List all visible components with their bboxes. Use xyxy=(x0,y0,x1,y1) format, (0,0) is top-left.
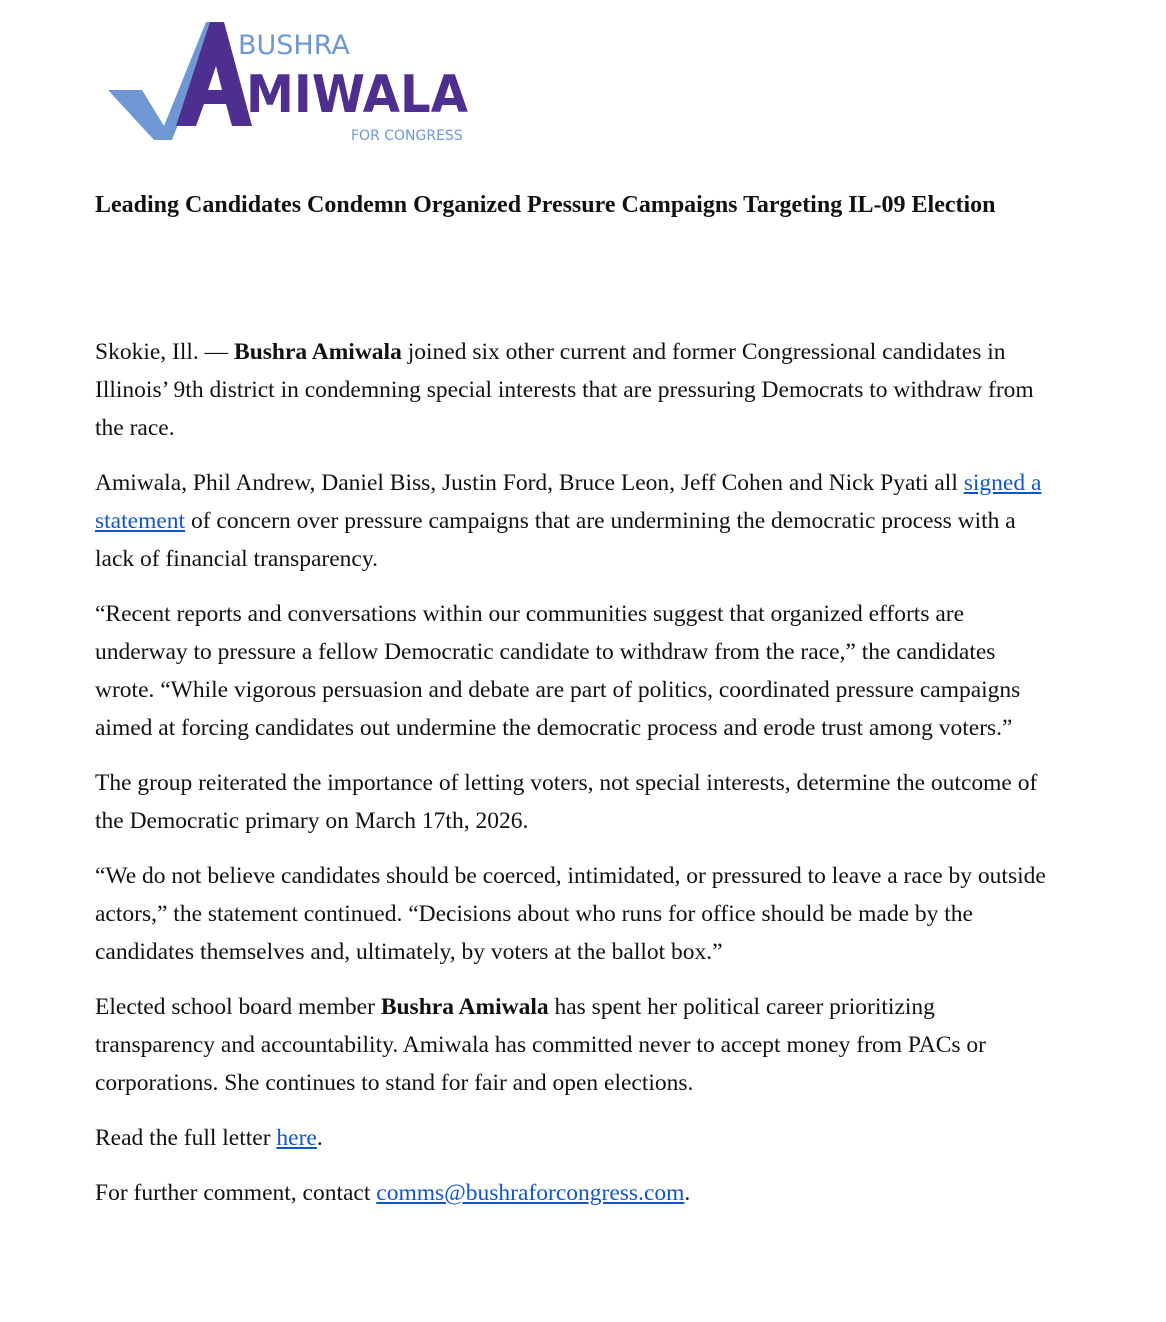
paragraph-signatories-text-end: of concern over pressure campaigns that are undermining the democratic process with a lack of financial transparency. xyxy=(95,508,1016,572)
dateline: Skokie, Ill. — xyxy=(95,339,235,365)
paragraph-bio-text-end: has spent her political career prioritizing transparency and accountability. Amiwala has committed never to accept money from PACs or corporations. She continues to stand for fair and open elections. xyxy=(95,994,987,1096)
checkmark-a-logo-graphic xyxy=(106,18,476,146)
candidate-name: Bushra Amiwala xyxy=(380,994,549,1020)
paragraph-signatories xyxy=(95,464,1057,578)
paragraph-contact xyxy=(95,1174,1057,1212)
contact-period: . xyxy=(684,1180,691,1206)
signed-statement-link[interactable]: signed a statement xyxy=(95,470,1042,534)
candidate-name: Bushra Amiwala xyxy=(234,339,402,365)
logo-bushra-text: BUSHRA xyxy=(238,30,350,61)
logo-for-congress-text: FOR CONGRESS xyxy=(351,128,463,144)
paragraph-quote-2: “We do not believe candidates should be coerced, intimidated, or pressured to leave a race by outside actors,” the statement continued. “Decisions about who runs for office should be made by the candidates themselves and, ultimately, by voters at the ballot box.” xyxy=(95,863,1046,965)
campaign-logo xyxy=(106,18,476,146)
paragraph-quote-1: “Recent reports and conversations within our communities suggest that organized efforts are underway to pressure a fellow Democratic candidate to withdraw from the race,” the candidates wrote. “While vigorous persuasion and debate are part of politics, coordinated pressure campaigns aimed at forcing candidates out undermine the democratic process and erode trust among voters.” xyxy=(95,601,1021,741)
read-letter-period: . xyxy=(316,1125,323,1151)
paragraph-bio-text: Elected school board member xyxy=(95,994,381,1020)
paragraph-primary-date: The group reiterated the importance of letting voters, not special interests, determine the outcome of the Democratic primary on March 17th, 2026. xyxy=(95,770,1038,834)
press-release-body xyxy=(95,333,1057,1229)
logo-amiwala-text: MIWALA xyxy=(246,65,468,125)
paragraph-bio xyxy=(95,988,1057,1102)
paragraph-read-letter xyxy=(95,1119,1057,1157)
paragraph-signatories-text: Amiwala, Phil Andrew, Daniel Biss, Justin Ford, Bruce Leon, Jeff Cohen and Nick Pyati all xyxy=(95,470,964,496)
paragraph-intro-text: joined six other current and former Congressional candidates in Illinois’ 9th district in condemning special interests that are pressuring Democrats to withdraw from the race. xyxy=(95,339,1034,441)
paragraph-intro xyxy=(95,333,1057,447)
contact-email-link[interactable]: comms@bushraforcongress.com xyxy=(376,1180,685,1206)
full-letter-link[interactable]: here xyxy=(276,1125,317,1151)
press-release-title: Leading Candidates Condemn Organized Pressure Campaigns Targeting IL-09 Election xyxy=(95,192,996,218)
read-letter-text: Read the full letter xyxy=(95,1125,277,1151)
contact-text: For further comment, contact xyxy=(95,1180,377,1206)
